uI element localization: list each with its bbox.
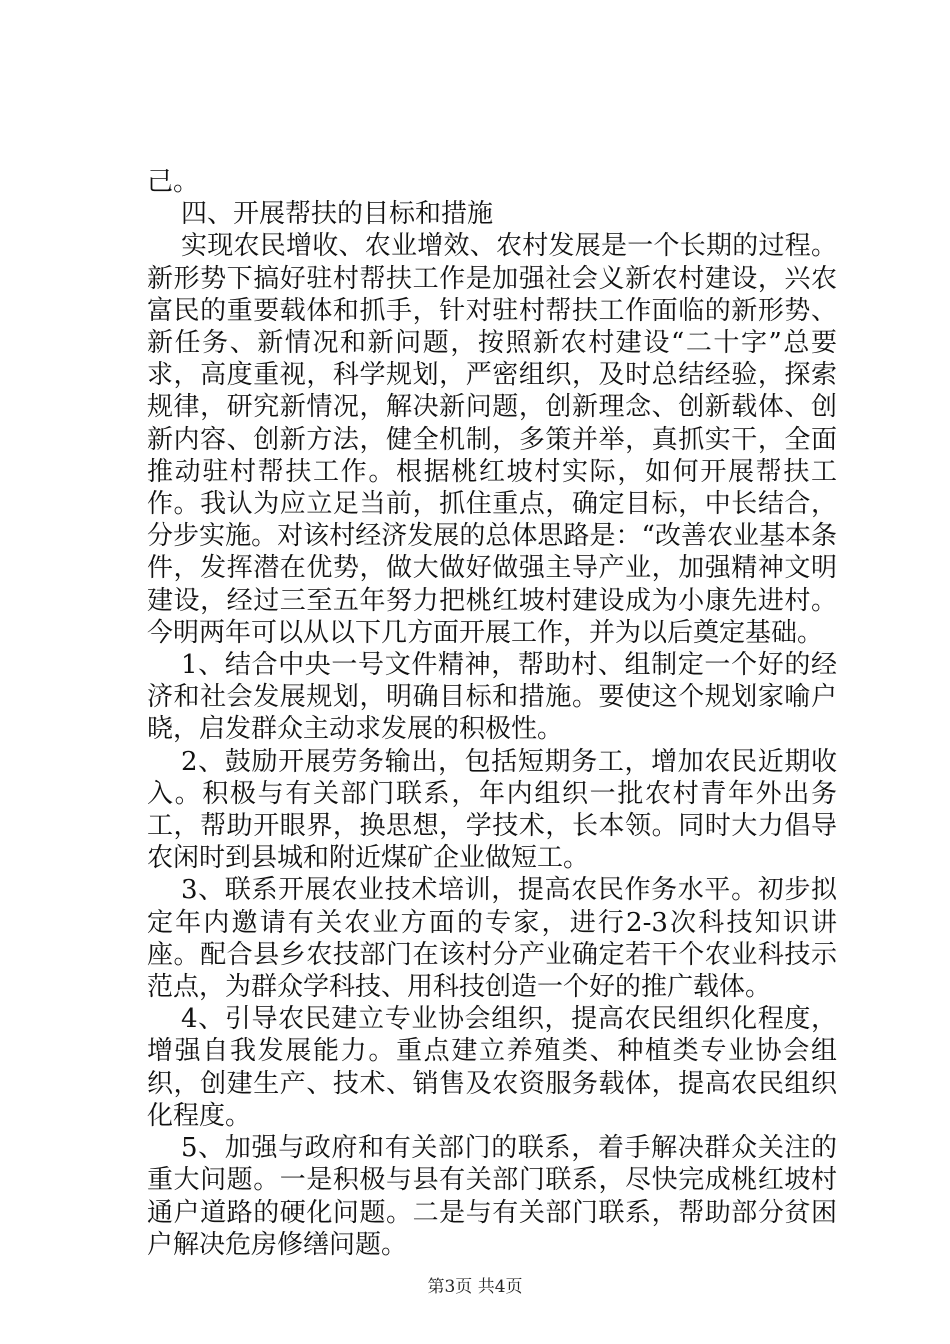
paragraph-item-2: 2、鼓励开展劳务输出，包括短期务工，增加农民近期收入。积极与有关部门联系，年内组织一批农村青年外出务工，帮助开眼界，换思想，学技术，长本领。同时大力倡导农闲时到县城和附近煤矿企业做短工。 xyxy=(147,746,837,874)
paragraph-intro: 实现农民增收、农业增效、农村发展是一个长期的过程。新形势下搞好驻村帮扶工作是加强社会义新农村建设，兴农富民的重要载体和抓手，针对驻村帮扶工作面临的新形势、新任务、新情况和新问题，按照新农村建设“二十字”总要求，高度重视，科学规划，严密组织，及时总结经验，探索规律，研究新情况，解决新问题，创新理念、创新载体、创新内容、创新方法，健全机制，多策并举，真抓实干，全面推动驻村帮扶工作。根据桃红坡村实际，如何开展帮扶工作。我认为应立足当前，抓住重点，确定目标，中长结合，分步实施。对该村经济发展的总体思路是：“改善农业基本条件，发挥潜在优势，做大做好做强主导产业，加强精神文明建设，经过三至五年努力把桃红坡村建设成为小康先进村。今明两年可以从以下几方面开展工作，并为以后奠定基础。 xyxy=(147,231,837,648)
paragraph-item-1: 1、结合中央一号文件精神，帮助村、组制定一个好的经济和社会发展规划，明确目标和措施。要使这个规划家喻户晓，启发群众主动求发展的积极性。 xyxy=(147,650,837,745)
paragraph-item-5: 5、加强与政府和有关部门的联系，着手解决群众关注的重大问题。一是积极与县有关部门联系，尽快完成桃红坡村通户道路的硬化问题。二是与有关部门联系，帮助部分贫困户解决危房修缮问题。 xyxy=(147,1133,837,1260)
document-body xyxy=(147,166,837,1261)
paragraph-continuation: 己。 xyxy=(147,167,200,197)
section-heading: 四、开展帮扶的目标和措施 xyxy=(181,199,494,230)
paragraph-item-4: 4、引导农民建立专业协会组织，提高农民组织化程度，增强自我发展能力。重点建立养殖类、种植类专业协会组织，创建生产、技术、销售及农资服务载体，提高农民组织化程度。 xyxy=(147,1004,837,1131)
page-footer: 第3页 共4页 xyxy=(427,1277,523,1297)
paragraph-item-3: 3、联系开展农业技术培训，提高农民作务水平。初步拟定年内邀请有关农业方面的专家，进行2-3次科技知识讲座。配合县乡农技部门在该村分产业确定若干个农业科技示范点，为群众学科技、用科技创造一个好的推广载体。 xyxy=(147,875,837,1003)
